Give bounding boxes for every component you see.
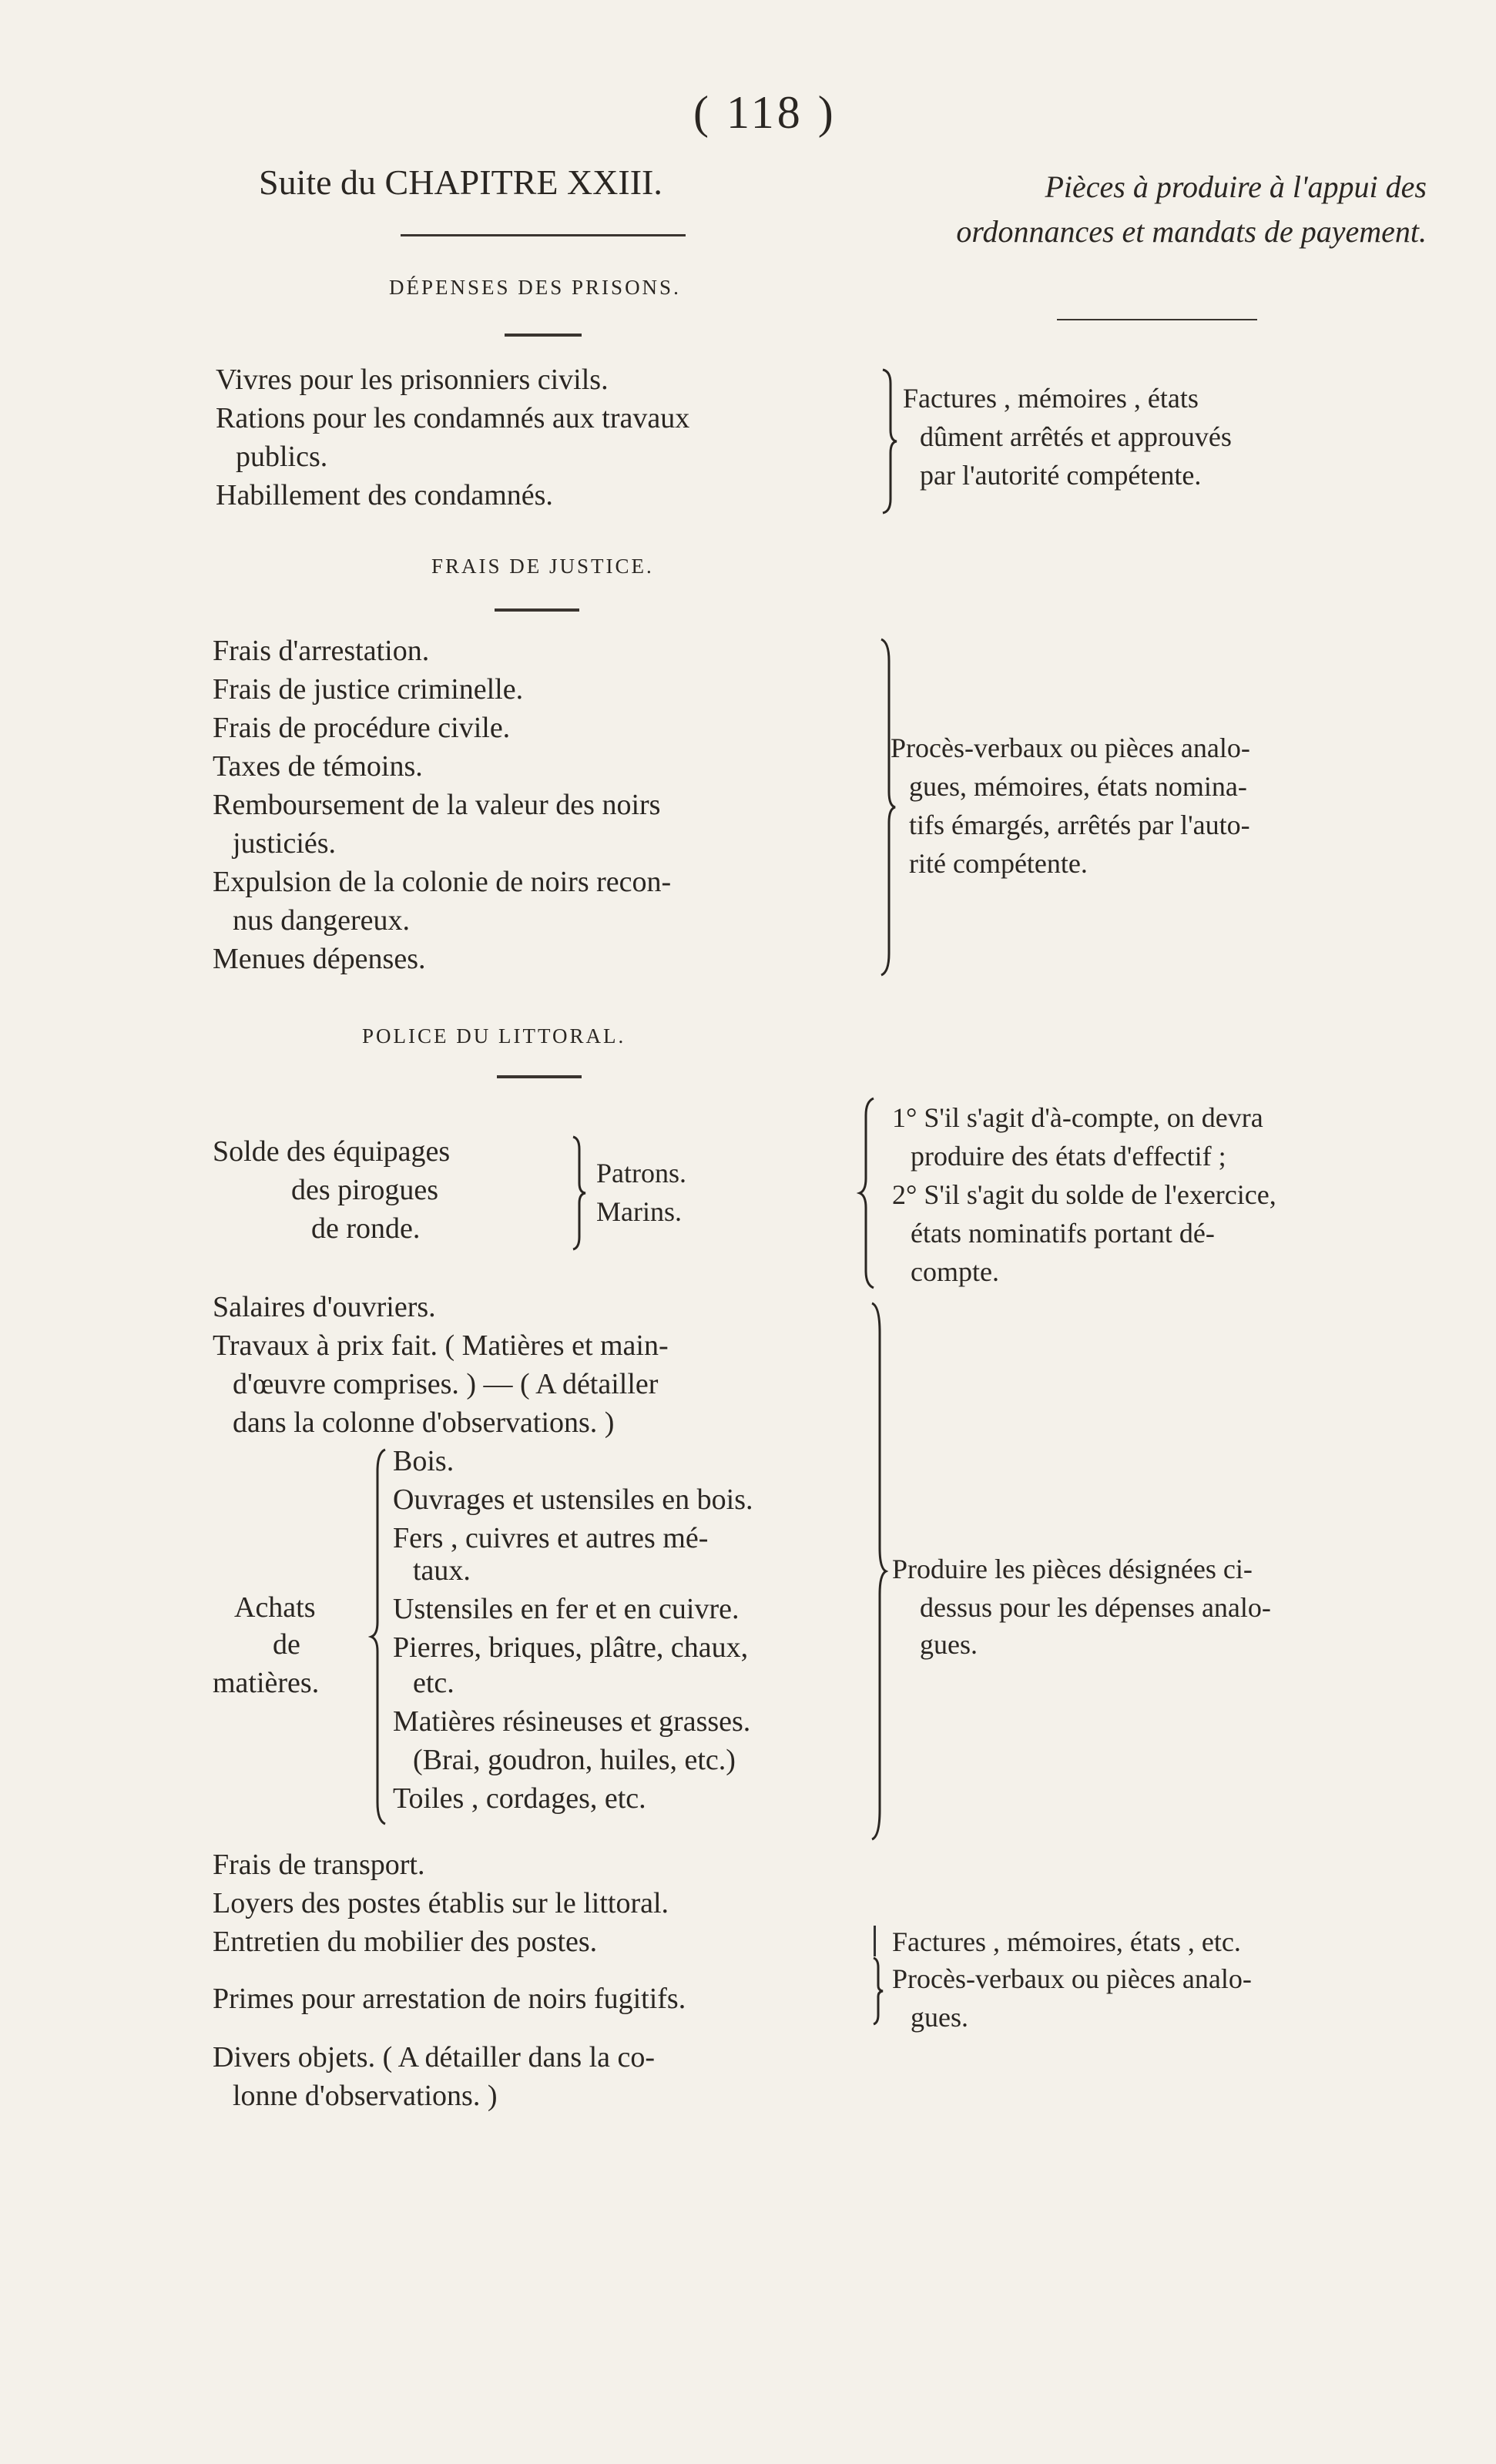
solde-sub: Marins. [596,1196,682,1227]
achats-item: Matières résineuses et grasses. [393,1705,751,1738]
brace-icon [368,1448,388,1825]
tail-pieces-line: gues. [911,2002,968,2033]
achats-item: Pierres, briques, plâtre, chaux, [393,1631,749,1664]
section-rule [497,1075,582,1078]
bracket-stub [874,1926,876,1956]
achats-item: Ouvrages et ustensiles en bois. [393,1483,753,1516]
achats-label: matières. [213,1667,320,1699]
prisons-item: Habillement des condamnés. [216,479,553,511]
tail-item: Divers objets. ( A détailler dans la co- [213,2041,656,2073]
prisons-item: Vivres pour les prisonniers civils. [216,364,609,396]
justice-pieces-line: tifs émargés, arrêtés par l'auto- [909,810,1250,840]
solde-line: Solde des équipages [213,1135,451,1168]
justice-item: nus dangereux. [233,904,411,937]
tail-item: lonne d'observations. ) [233,2080,498,2112]
brace-icon [869,1956,889,2026]
achats-item: Bois. [393,1445,455,1477]
achats-item: Fers , cuivres et autres mé- [393,1522,709,1554]
justice-item: Taxes de témoins. [213,750,423,783]
items-pieces-line: Produire les pièces désignées ci- [892,1554,1253,1584]
section-heading-littoral: POLICE DU LITTORAL. [362,1024,626,1048]
solde-pieces-line: produire des états d'effectif ; [911,1141,1226,1172]
items-pieces-line: dessus pour les dépenses analo- [920,1592,1271,1623]
solde-line: de ronde. [311,1212,421,1245]
brace-icon [570,1135,590,1251]
justice-pieces-line: rité compétente. [909,848,1088,879]
prisons-pieces-line: dûment arrêtés et approuvés [920,421,1232,452]
littoral-item: d'œuvre comprises. ) — ( A détailler [233,1368,659,1400]
solde-line: des pirogues [291,1174,439,1206]
solde-pieces-line: compte. [911,1256,999,1287]
solde-pieces-line: états nominatifs portant dé- [911,1218,1215,1249]
tail-item: Loyers des postes établis sur le littoral. [213,1887,669,1919]
tail-pieces-line: Factures , mémoires, états , etc. [892,1926,1241,1957]
section-rule [505,334,582,337]
brace-icon [878,638,898,977]
solde-pieces-line: 2° S'il s'agit du solde de l'exercice, [892,1179,1276,1210]
achats-item: taux. [413,1554,471,1587]
solde-sub: Patrons. [596,1158,686,1188]
items-pieces-line: gues. [920,1629,978,1660]
tail-item: Frais de transport. [213,1849,425,1881]
prisons-item: publics. [236,441,328,473]
achats-item: etc. [413,1667,455,1699]
littoral-item: dans la colonne d'observations. ) [233,1406,615,1439]
achats-item: Toiles , cordages, etc. [393,1782,646,1815]
littoral-item: Travaux à prix fait. ( Matières et main- [213,1329,669,1362]
section-heading-prisons: DÉPENSES DES PRISONS. [389,276,681,299]
justice-item: Frais de justice criminelle. [213,673,524,706]
brace-icon [869,1302,889,1841]
tail-item: Primes pour arrestation de noirs fugitifs. [213,1983,686,2015]
page-number: ( 118 ) [693,87,837,138]
tail-item: Entretien du mobilier des postes. [213,1926,598,1958]
justice-item: Menues dépenses. [213,943,426,975]
header-rule [1057,319,1257,320]
justice-item: Frais d'arrestation. [213,635,430,667]
section-rule [495,608,579,612]
solde-pieces-line: 1° S'il s'agit d'à-compte, on devra [892,1102,1263,1133]
prisons-pieces-line: par l'autorité compétente. [920,460,1202,491]
right-column-header: Pièces à produire à l'appui des ordonnances et mandats de payement. [956,169,1427,249]
justice-item: Frais de procédure civile. [213,712,511,744]
prisons-item: Rations pour les condamnés aux travaux [216,402,690,434]
justice-item: justiciés. [233,827,337,860]
brace-icon [880,368,900,515]
prisons-pieces-line: Factures , mémoires , états [903,383,1199,414]
section-heading-justice: FRAIS DE JUSTICE. [431,555,654,578]
justice-pieces-line: gues, mémoires, états nomina- [909,771,1247,802]
justice-item: Expulsion de la colonie de noirs recon- [213,866,672,898]
achats-item: (Brai, goudron, huiles, etc.) [413,1744,736,1776]
chapter-title: Suite du CHAPITRE XXIII. [259,163,662,202]
achats-label: de [273,1628,300,1661]
achats-item: Ustensiles en fer et en cuivre. [393,1593,740,1625]
achats-label: Achats [234,1591,316,1624]
littoral-item: Salaires d'ouvriers. [213,1291,436,1323]
justice-pieces-line: Procès-verbaux ou pièces analo- [891,732,1250,763]
chapter-rule [401,234,686,236]
tail-pieces-line: Procès-verbaux ou pièces analo- [892,1963,1252,1994]
brace-icon [857,1097,877,1289]
justice-item: Remboursement de la valeur des noirs [213,789,661,821]
